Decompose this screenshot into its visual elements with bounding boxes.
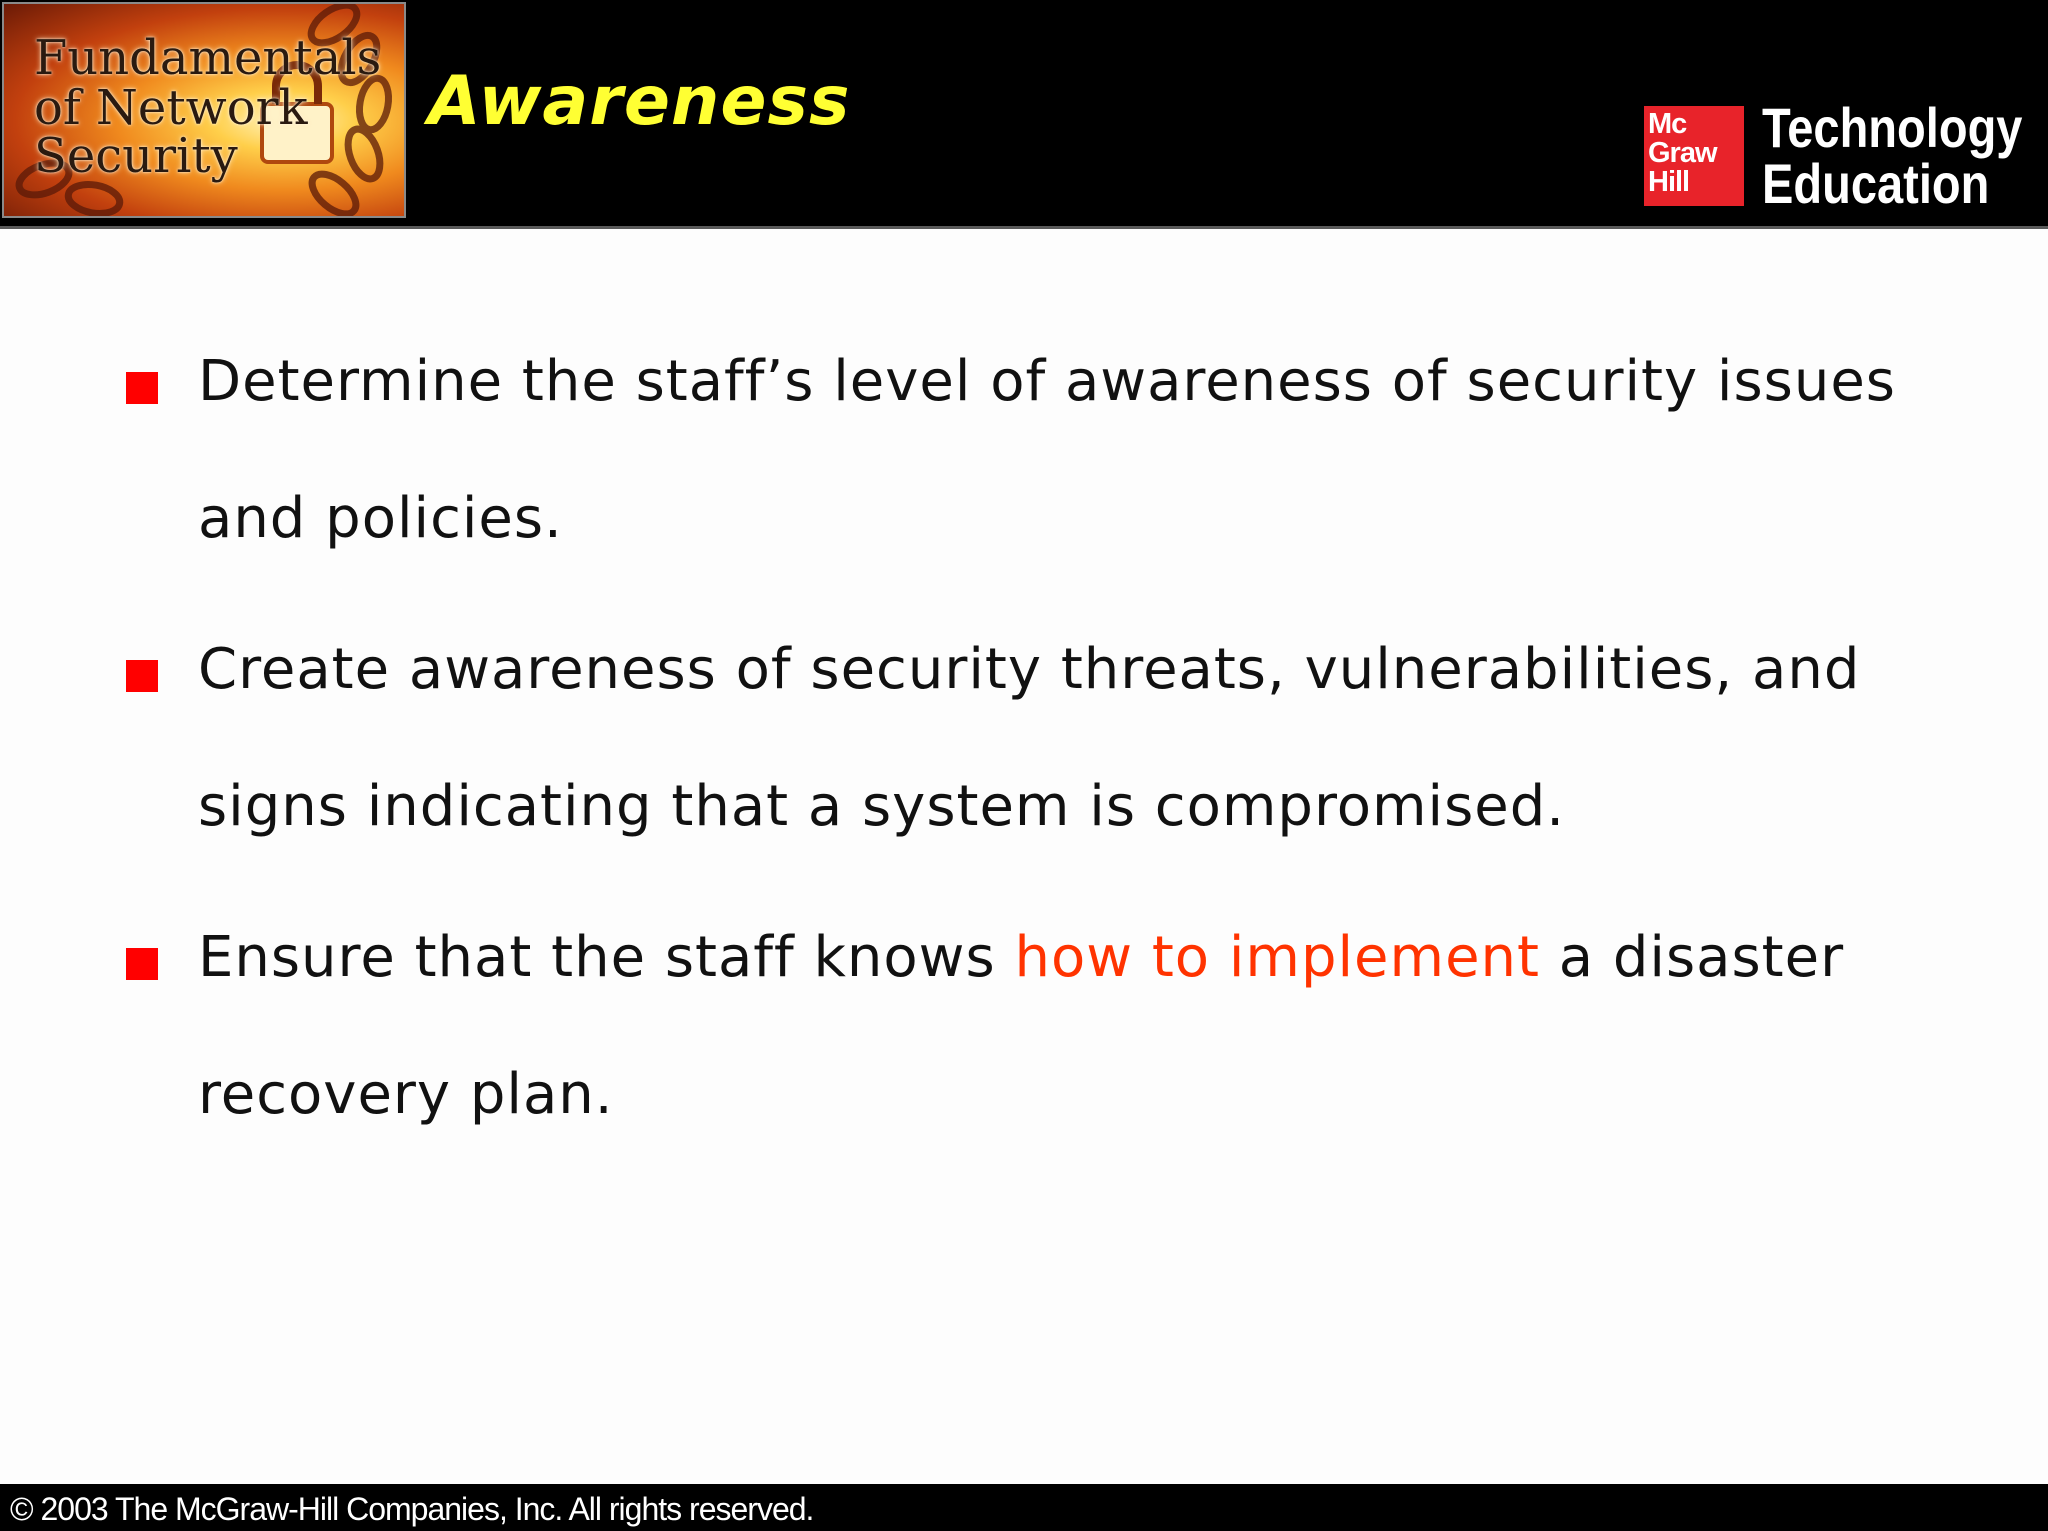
bullet-line-start: Ensure that the staff knows <box>198 925 1015 990</box>
publisher-mark-line: Mc <box>1648 108 1687 140</box>
publisher-name-line: Education <box>1762 152 1990 215</box>
course-logo-line: Fundamentals <box>34 30 382 86</box>
header-bar <box>0 0 2048 229</box>
course-logo-line: Security <box>34 128 238 184</box>
slide-title: Awareness <box>428 62 851 141</box>
bullet-line-end: a disaster <box>1539 925 1845 990</box>
publisher-mark-line: Graw <box>1648 137 1717 169</box>
publisher-name-line: Technology <box>1762 96 2023 159</box>
bullet-text <box>198 889 1898 1163</box>
footer-bar <box>0 1484 2048 1531</box>
highlighted-phrase: how to implement <box>1014 925 1540 990</box>
bullet-marker <box>126 660 158 692</box>
bullet-marker <box>126 948 158 980</box>
publisher-mark-line: Hill <box>1648 166 1690 198</box>
course-logo <box>2 2 406 218</box>
copyright-notice: © 2003 The McGraw-Hill Companies, Inc. All rights reserved. <box>10 1491 814 1527</box>
publisher-logo <box>1644 106 1744 206</box>
bullet-line: Determine the staff’s level of awareness of security issues <box>198 349 1896 414</box>
bullet-text <box>198 313 1898 587</box>
bullet-line: recovery plan. <box>198 1062 614 1127</box>
bullet-text <box>198 601 1898 875</box>
bullet-line: signs indicating that a system is compromised. <box>198 774 1566 839</box>
bullet-line: and policies. <box>198 486 563 551</box>
bullet-marker <box>126 372 158 404</box>
course-logo-line: of Network <box>34 80 308 136</box>
publisher-name <box>1762 96 2023 215</box>
bullet-line: Create awareness of security threats, vulnerabilities, and <box>198 637 1861 702</box>
